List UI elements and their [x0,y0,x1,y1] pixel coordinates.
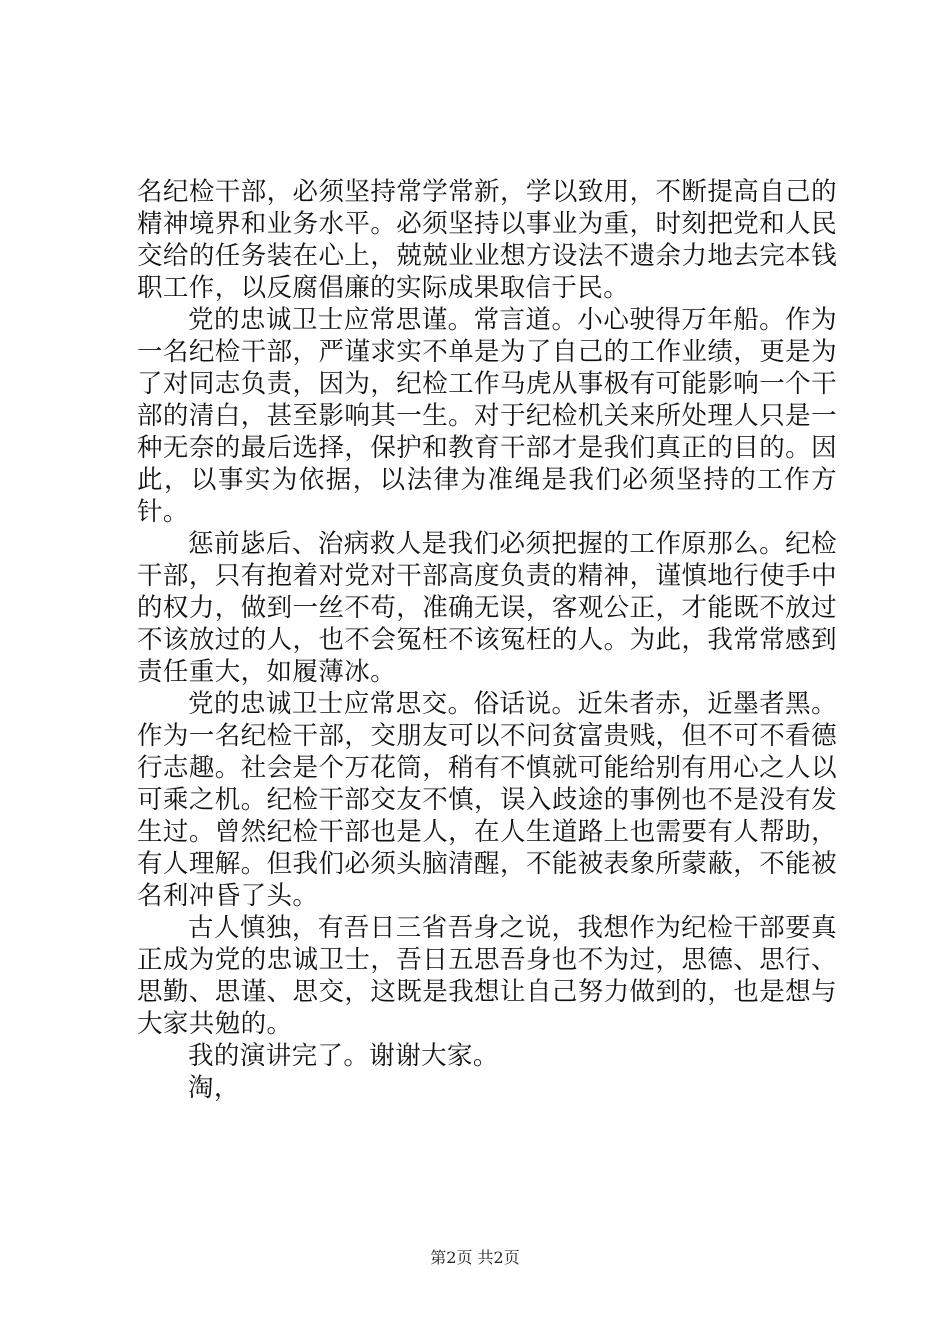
page-total: 共2页 [477,1248,520,1267]
paragraph-6: 我的演讲完了。谢谢大家。 [188,1041,499,1071]
paragraph-4: 党的忠诚卫士应常思交。俗话说。近朱者赤，近墨者黑。作为一名纪检干部，交朋友可以不问贫富贵贱，但不可不看德行志趣。社会是个万花筒，稍有不慎就可能给别有用心之人以可乘之机。纪检干部交友不慎，误入歧途的事例也不是没有发生过。曾然纪检干部也是人，在人生道路上也需要有人帮助，有人理解。但我们必须头脑清醒，不能被表象所蒙蔽，不能被名利冲昏了头。 [137,689,837,911]
paragraph-1: 名纪检干部，必须坚持常学常新，学以致用，不断提高自己的精神境界和业务水平。必须坚持以事业为重，时刻把党和人民交给的任务装在心上，兢兢业业想方设法不遗余力地去完本钱职工作，以反腐倡廉的实际成果取信于民。 [137,177,837,303]
paragraph-7: 淘， [188,1073,240,1103]
paragraph-3: 惩前毖后、治病救人是我们必须把握的工作原那么。纪检干部，只有抱着对党对干部高度负责的精神，谨慎地行使手中的权力，做到一丝不苟，准确无误，客观公正，才能既不放过不该放过的人，也不会冤枉不该冤枉的人。为此，我常常感到责任重大，如履薄冰。 [137,529,837,687]
page-number: 第2页 [430,1248,473,1267]
page-footer [0,1245,950,1268]
paragraph-2: 党的忠诚卫士应常思谨。常言道。小心驶得万年船。作为一名纪检干部，严谨求实不单是为了自己的工作业绩，更是为了对同志负责，因为，纪检工作马虎从事极有可能影响一个干部的清白，甚至影响其一生。对于纪检机关来所处理人只是一种无奈的最后选择，保护和教育干部才是我们真正的目的。因此，以事实为依据，以法律为准绳是我们必须坚持的工作方针。 [137,305,837,527]
document-body [137,176,837,1104]
paragraph-5: 古人慎独，有吾日三省吾身之说，我想作为纪检干部要真正成为党的忠诚卫士，吾日五思吾身也不为过，思德、思行、思勤、思谨、思交，这既是我想让自己努力做到的，也是想与大家共勉的。 [137,913,837,1039]
